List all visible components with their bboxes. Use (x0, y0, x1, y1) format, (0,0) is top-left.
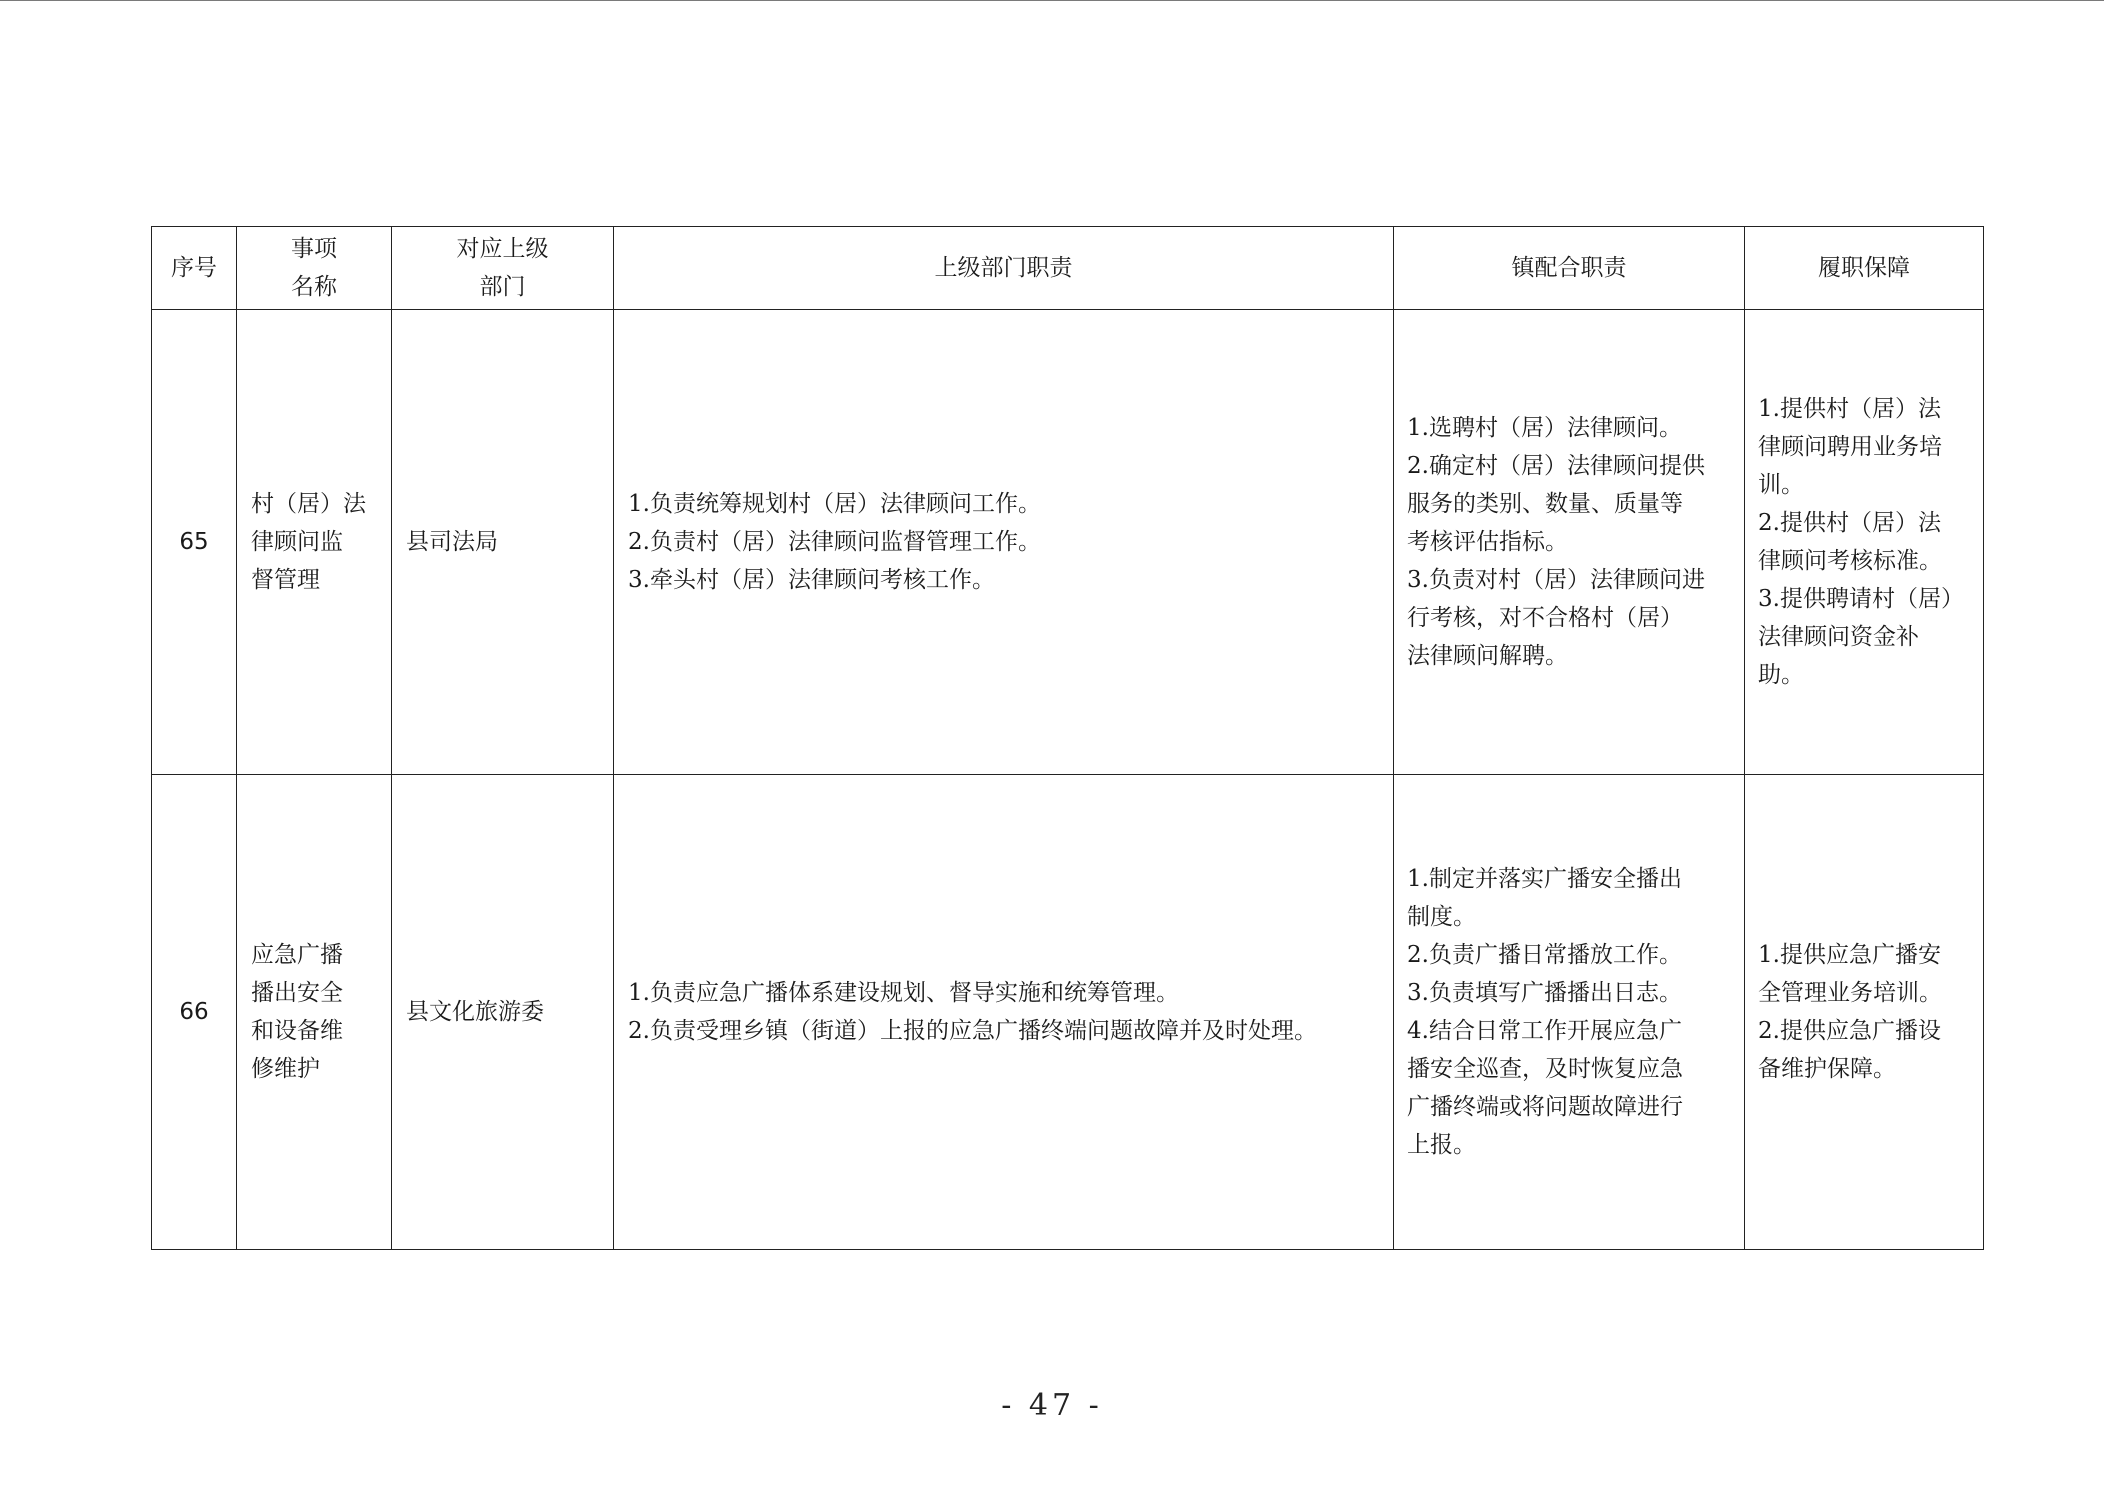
header-upper-dept-line: 部门 (479, 274, 526, 300)
guarantee-line: 1.提供应急广播安 (1758, 942, 1941, 968)
cell-guarantee (1745, 775, 1984, 1250)
guarantee-line: 全管理业务培训。 (1758, 980, 1942, 1006)
item-name-line: 修维护 (251, 1056, 320, 1082)
cell-upper-duties (614, 310, 1394, 775)
guarantee-line: 备维护保障。 (1758, 1056, 1896, 1082)
town-duty-line: 上报。 (1407, 1132, 1476, 1158)
guarantee-line: 助。 (1758, 662, 1804, 688)
upper-duty-line: 1.负责统筹规划村（居）法律顾问工作。 (628, 491, 1041, 517)
header-guarantee-label: 履职保障 (1818, 255, 1910, 281)
cell-seq: 66 (152, 775, 237, 1250)
cell-upper-dept: 县文化旅游委 (392, 775, 614, 1250)
town-duty-line: 3.负责填写广播播出日志。 (1407, 980, 1682, 1006)
cell-town-duties (1394, 775, 1745, 1250)
table-header-row (152, 227, 1984, 310)
header-town-duties (1394, 227, 1745, 310)
upper-duty-line: 1.负责应急广播体系建设规划、督导实施和统筹管理。 (628, 980, 1179, 1006)
cell-upper-dept: 县司法局 (392, 310, 614, 775)
guarantee-line: 律顾问考核标准。 (1758, 548, 1942, 574)
header-seq (152, 227, 237, 310)
page-number: - 47 - (1001, 1388, 1103, 1423)
header-upper-duties-label: 上级部门职责 (934, 255, 1073, 281)
guarantee-line: 3.提供聘请村（居） (1758, 586, 1964, 612)
town-duty-line: 服务的类别、数量、质量等 (1407, 491, 1683, 517)
item-name-line: 播出安全 (251, 980, 343, 1006)
cell-item-name (237, 310, 392, 775)
header-item-name-line: 名称 (291, 274, 337, 300)
header-item-name (237, 227, 392, 310)
town-duty-line: 1.选聘村（居）法律顾问。 (1407, 415, 1682, 441)
town-duty-line: 行考核，对不合格村（居） (1407, 605, 1683, 631)
guarantee-line: 训。 (1758, 472, 1804, 498)
top-border-line (0, 0, 2104, 1)
header-guarantee (1745, 227, 1984, 310)
guarantee-line: 律顾问聘用业务培 (1758, 434, 1942, 460)
cell-seq: 65 (152, 310, 237, 775)
upper-duty-line: 2.负责村（居）法律顾问监督管理工作。 (628, 529, 1041, 555)
header-town-duties-label: 镇配合职责 (1511, 255, 1627, 281)
item-name-line: 村（居）法 (251, 491, 366, 517)
cell-town-duties (1394, 310, 1745, 775)
cell-item-name (237, 775, 392, 1250)
town-duty-line: 考核评估指标。 (1407, 529, 1568, 555)
town-duty-line: 制度。 (1407, 904, 1476, 930)
header-item-name-line: 事项 (291, 236, 337, 262)
header-upper-dept (392, 227, 614, 310)
guarantee-line: 1.提供村（居）法 (1758, 396, 1941, 422)
town-duty-line: 播安全巡查，及时恢复应急 (1407, 1056, 1683, 1082)
town-duty-line: 广播终端或将问题故障进行 (1407, 1094, 1683, 1120)
item-name-line: 和设备维 (251, 1018, 343, 1044)
guarantee-line: 2.提供应急广播设 (1758, 1018, 1941, 1044)
table-row (152, 310, 1984, 775)
town-duty-line: 2.确定村（居）法律顾问提供 (1407, 453, 1705, 479)
town-duty-line: 法律顾问解聘。 (1407, 643, 1568, 669)
town-duty-line: 3.负责对村（居）法律顾问进 (1407, 567, 1705, 593)
duty-table (151, 226, 1984, 1250)
town-duty-line: 1.制定并落实广播安全播出 (1407, 866, 1682, 892)
header-upper-duties (614, 227, 1394, 310)
table-row (152, 775, 1984, 1250)
upper-duty-line: 3.牵头村（居）法律顾问考核工作。 (628, 567, 995, 593)
header-seq-label: 序号 (171, 255, 217, 281)
town-duty-line: 2.负责广播日常播放工作。 (1407, 942, 1682, 968)
guarantee-line: 2.提供村（居）法 (1758, 510, 1941, 536)
upper-duty-line: 2.负责受理乡镇（街道）上报的应急广播终端问题故障并及时处理。 (628, 1018, 1317, 1044)
guarantee-line: 法律顾问资金补 (1758, 624, 1919, 650)
town-duty-line: 4.结合日常工作开展应急广 (1407, 1018, 1682, 1044)
item-name-line: 督管理 (251, 567, 320, 593)
item-name-line: 律顾问监 (251, 529, 343, 555)
header-upper-dept-line: 对应上级 (456, 236, 549, 262)
item-name-line: 应急广播 (251, 942, 343, 968)
cell-guarantee (1745, 310, 1984, 775)
cell-upper-duties (614, 775, 1394, 1250)
